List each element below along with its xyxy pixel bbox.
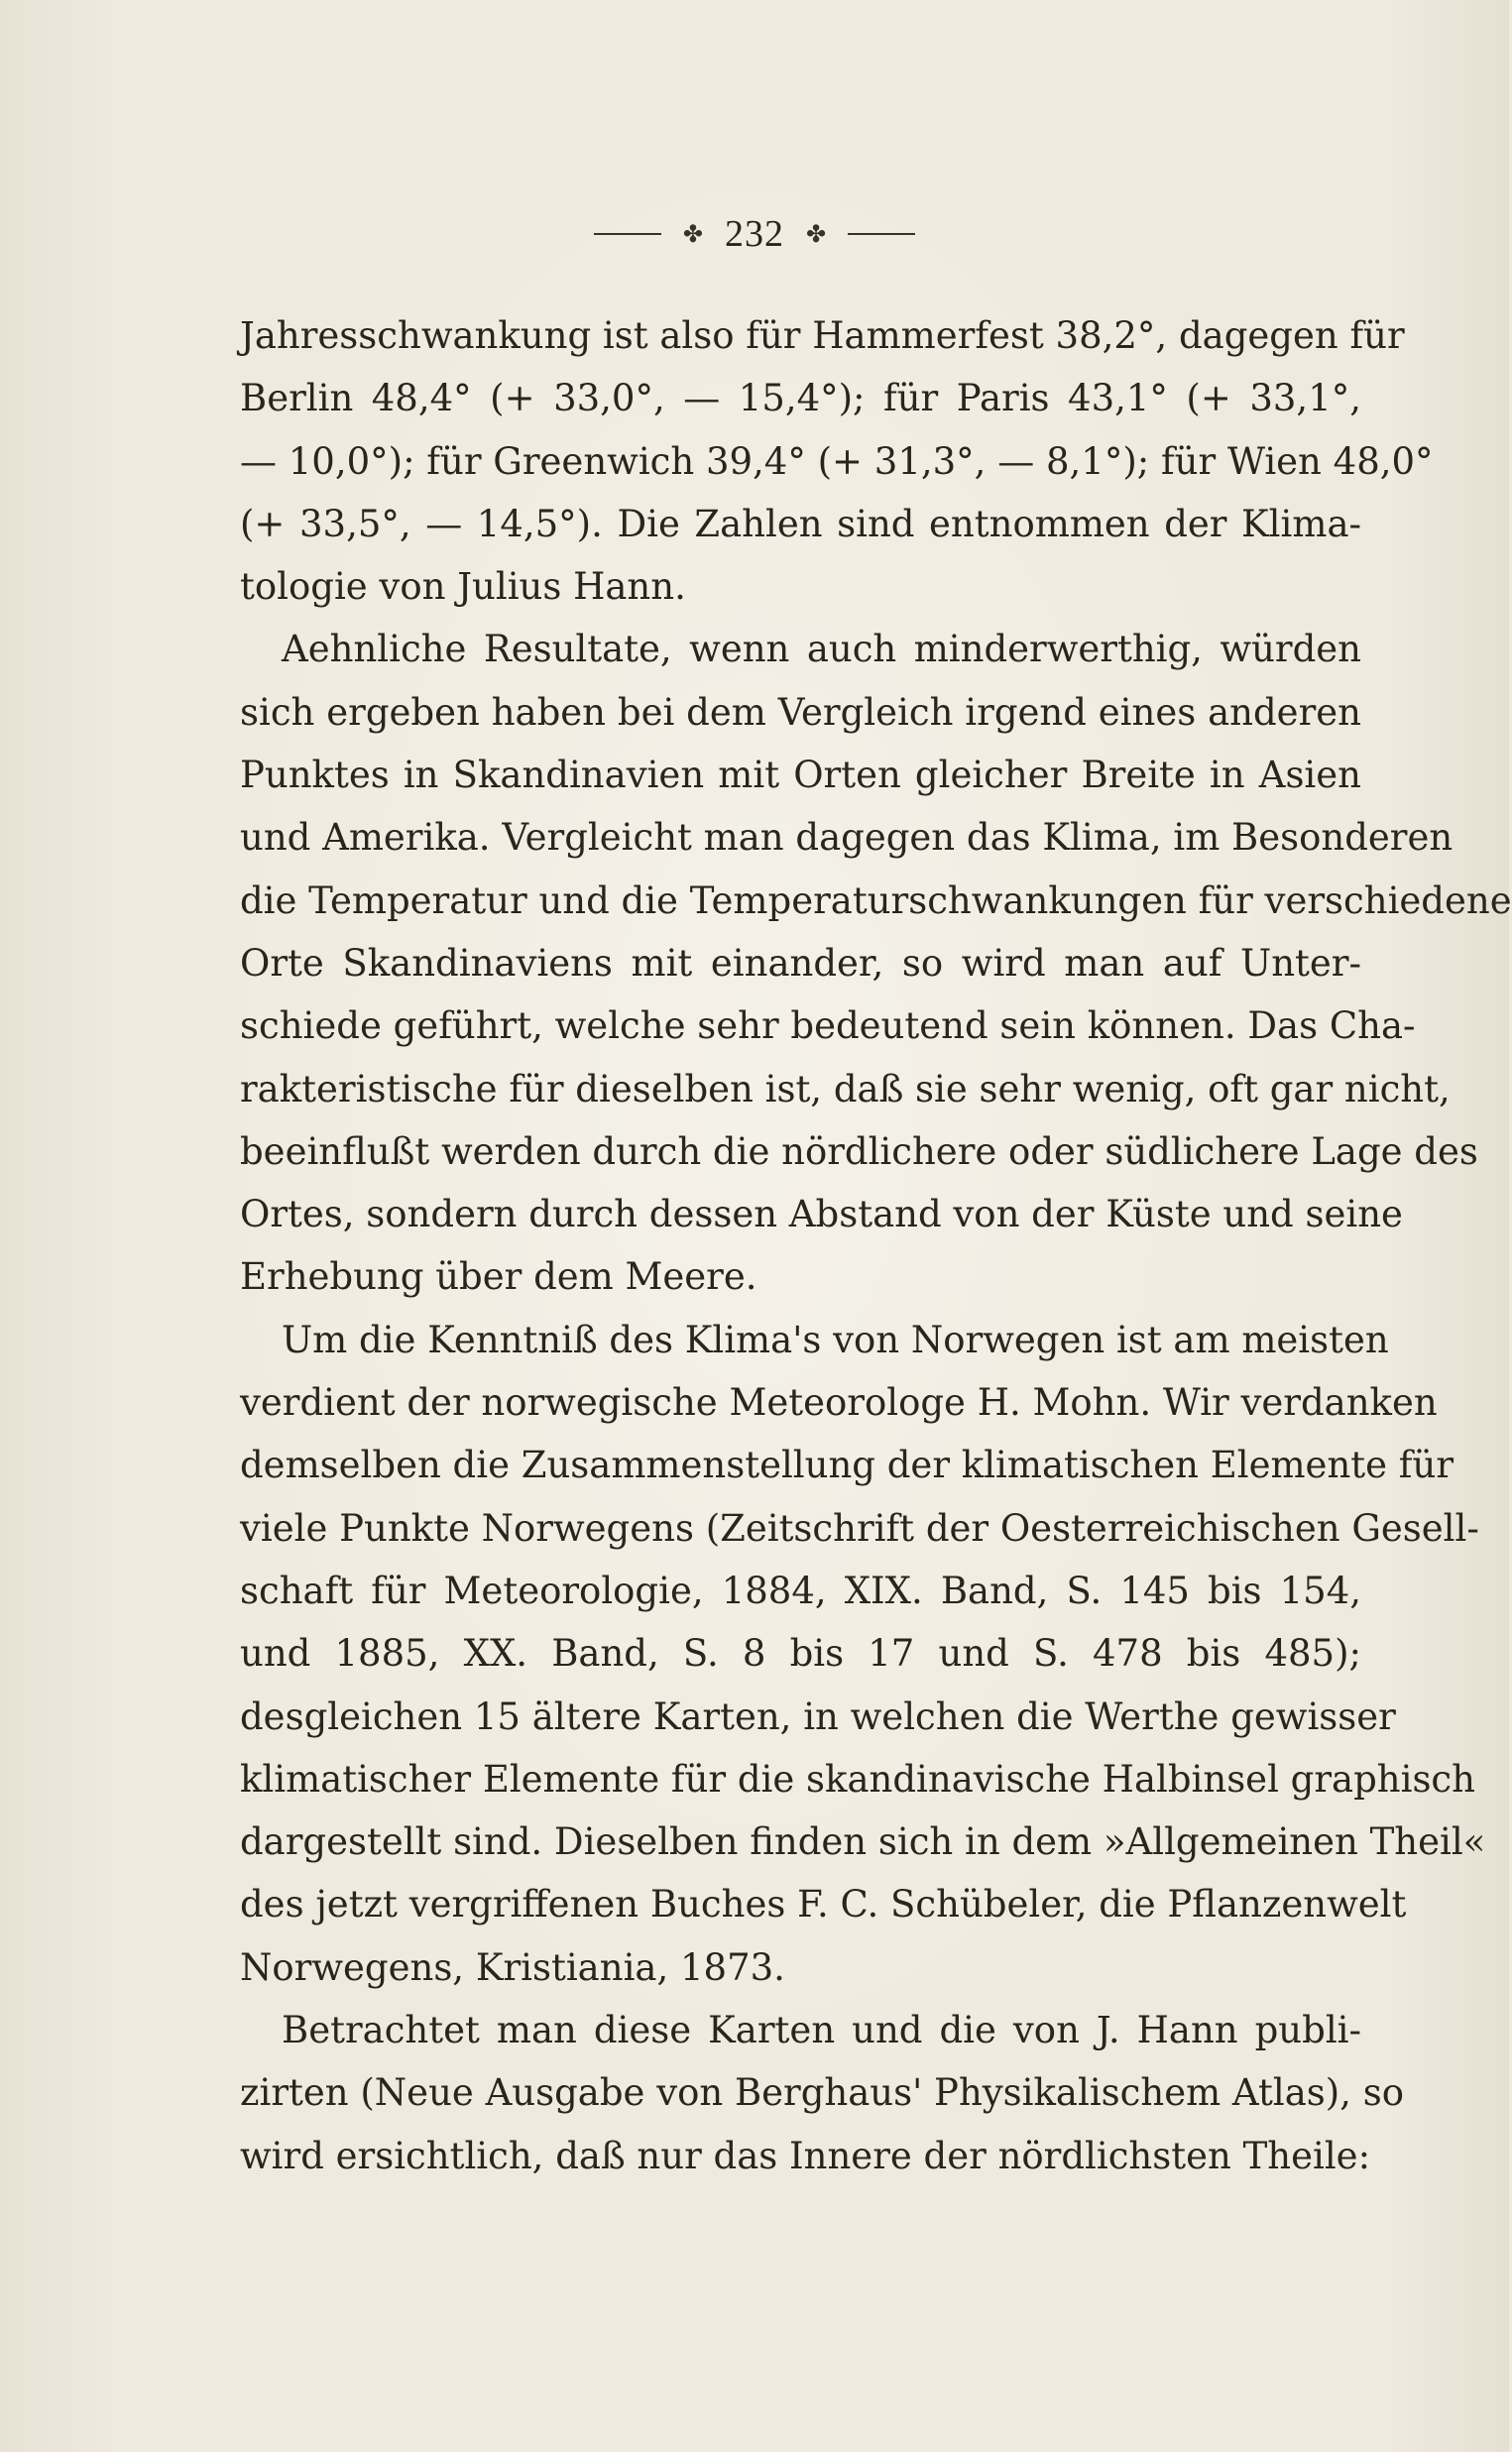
text-line: die Temperatur und die Temperaturschwankungen für verschiedene [240,878,1512,922]
text-line: Orte Skandinaviens mit einander, so wird man auf Unter- [240,941,1361,985]
text-line: — 10,0°); für Greenwich 39,4° (+ 31,3°, — 8,1°); für Wien 48,0° [240,439,1434,483]
paragraph-start-line: Aehnliche Resultate, wenn auch minderwerthig, würden [282,628,1361,671]
text-line: wird ersichtlich, daß nur das Innere der nördlichsten Theile: [240,2134,1371,2177]
page-header [0,206,1509,262]
paragraph-start-line: Um die Kenntniß des Klima's von Norwegen ist am meisten [282,1318,1389,1361]
text-line: Norwegens, Kristiania, 1873. [240,1945,785,1989]
text-line: tologie von Julius Hann. [240,565,686,609]
text-line: klimatischer Elemente für die skandinavische Halbinsel graphisch [240,1757,1475,1801]
text-line: Ortes, sondern durch dessen Abstand von der Küste und seine [240,1193,1403,1236]
body-text [240,304,1512,2187]
text-line: (+ 33,5°, — 14,5°). Die Zahlen sind entnommen der Klima- [240,502,1361,545]
text-line: Berlin 48,4° (+ 33,0°, — 15,4°); für Paris 43,1° (+ 33,1°, [240,377,1361,420]
text-line: viele Punkte Norwegens (Zeitschrift der Oesterreichischen Gesell- [240,1506,1479,1550]
page-number: 232 [725,213,784,255]
ornament-left-icon: ✤ [682,220,703,248]
header-rule-left [594,233,661,235]
text-line: sich ergeben haben bei dem Vergleich irgend eines anderen [240,690,1361,734]
text-line: dargestellt sind. Dieselben finden sich in dem »Allgemeinen Theil« [240,1820,1486,1864]
text-line: schiede geführt, welche sehr bedeutend sein können. Das Cha- [240,1004,1416,1048]
text-line: beeinflußt werden durch die nördlichere oder südlichere Lage des [240,1129,1478,1173]
text-line: schaft für Meteorologie, 1884, XIX. Band, S. 145 bis 154, [240,1569,1361,1612]
text-line: desgleichen 15 ältere Karten, in welchen die Werthe gewisser [240,1694,1396,1738]
text-line: und Amerika. Vergleicht man dagegen das Klima, im Besonderen [240,816,1454,860]
paragraph-start-line: Betrachtet man diese Karten und die von J. Hann publi- [282,2009,1361,2052]
text-line: und 1885, XX. Band, S. 8 bis 17 und S. 478 bis 485); [240,1632,1361,1676]
text-line: zirten (Neue Ausgabe von Berghaus' Physikalischem Atlas), so [240,2071,1404,2115]
text-line: Punktes in Skandinavien mit Orten gleicher Breite in Asien [240,754,1361,797]
text-line: demselben die Zusammenstellung der klimatischen Elemente für [240,1444,1454,1487]
text-line: Erhebung über dem Meere. [240,1255,757,1299]
ornament-right-icon: ✤ [806,220,827,248]
header-rule-right [848,233,915,235]
text-line: des jetzt vergriffenen Buches F. C. Schübeler, die Pflanzenwelt [240,1883,1407,1927]
text-line: Jahresschwankung ist also für Hammerfest 38,2°, dagegen für [240,314,1405,357]
text-line: rakteristische für dieselben ist, daß sie sehr wenig, oft gar nicht, [240,1067,1451,1110]
text-line: verdient der norwegische Meteorologe H. Mohn. Wir verdanken [240,1381,1438,1425]
